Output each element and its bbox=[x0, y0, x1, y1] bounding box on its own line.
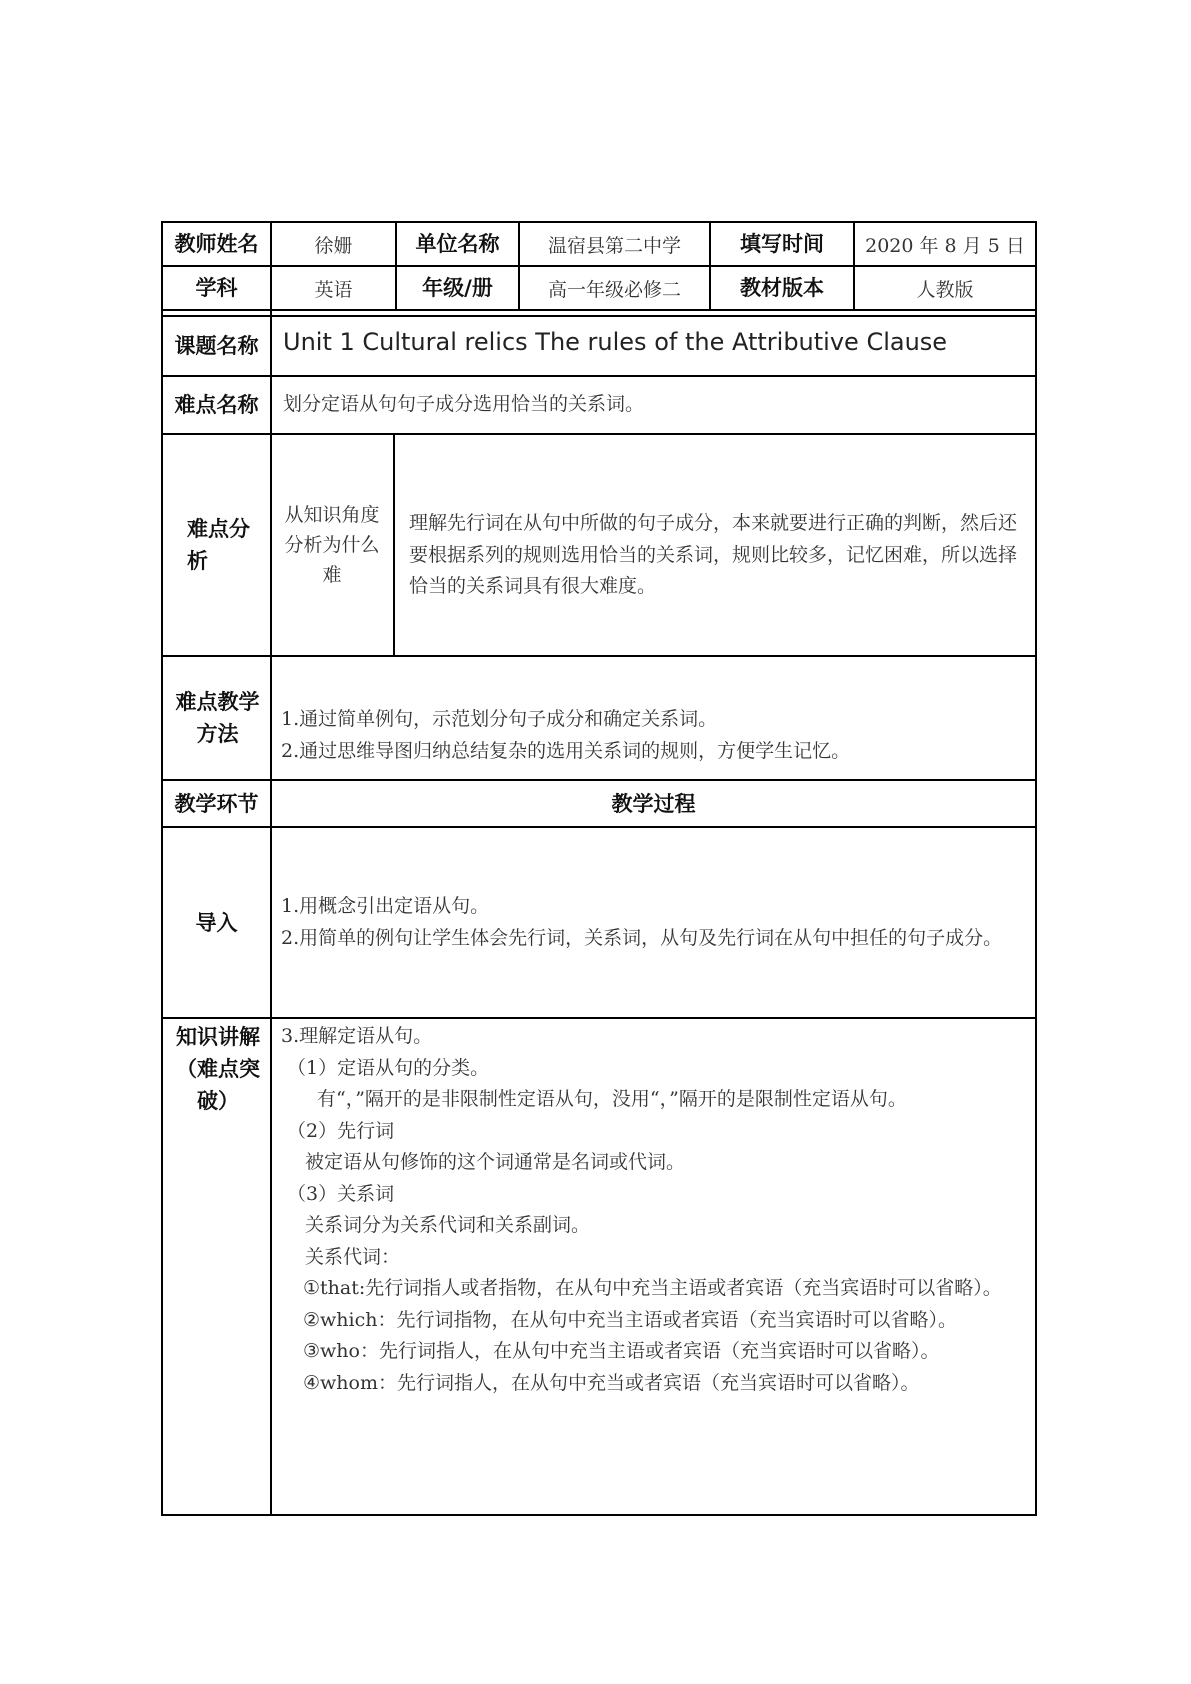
knowledge-line: ④whom：先行词指人，在从句中充当或者宾语（充当宾语时可以省略）。 bbox=[303, 1371, 920, 1394]
process-stage-label: 教学环节 bbox=[174, 791, 259, 816]
knowledge-line: （2）先行词 bbox=[287, 1119, 395, 1142]
intro-line: 1.用概念引出定语从句。 bbox=[281, 895, 490, 917]
knowledge-line: 被定语从句修饰的这个词通常是名词或代词。 bbox=[305, 1151, 686, 1173]
knowledge-line: ③who：先行词指人，在从句中充当主语或者宾语（充当宾语时可以省略）。 bbox=[303, 1340, 940, 1362]
col-divider bbox=[270, 223, 272, 1516]
method-line: 2.通过思维导图归纳总结复杂的选用关系词的规则，方便学生记忆。 bbox=[281, 739, 851, 762]
knowledge-label: 知识讲解（难点突破） bbox=[176, 1025, 260, 1113]
row-divider bbox=[163, 655, 1035, 657]
col-divider bbox=[393, 433, 395, 655]
row-divider bbox=[163, 1017, 1035, 1019]
knowledge-text bbox=[281, 1021, 1033, 1399]
fill-date-label: 填写时间 bbox=[740, 232, 824, 256]
method-text bbox=[281, 704, 1031, 767]
teacher-name-value: 徐姗 bbox=[314, 234, 353, 257]
analysis-sub-label: 从知识角度分析为什么难 bbox=[284, 504, 380, 586]
knowledge-line: （3）关系词 bbox=[287, 1182, 395, 1205]
method-line: 1.通过简单例句，示范划分句子成分和确定关系词。 bbox=[281, 708, 718, 730]
fill-date-value: 2020 年 8 月 5 日 bbox=[865, 234, 1025, 257]
grade-value: 高一年级必修二 bbox=[547, 278, 681, 301]
knowledge-line: ②which：先行词指物，在从句中充当主语或者宾语（充当宾语时可以省略）。 bbox=[303, 1308, 957, 1331]
process-content-label: 教学过程 bbox=[611, 791, 696, 816]
topic-label: 课题名称 bbox=[174, 334, 259, 358]
unit-name-value: 温宿县第二中学 bbox=[547, 234, 681, 257]
topic-value: Unit 1 Cultural relics The rules of the Attributive Clause bbox=[283, 328, 948, 356]
lesson-plan-table bbox=[161, 221, 1037, 1516]
difficulty-value: 划分定语从句句子成分选用恰当的关系词。 bbox=[283, 393, 645, 415]
difficulty-label: 难点名称 bbox=[174, 393, 259, 417]
row-divider bbox=[163, 315, 1035, 317]
row-divider bbox=[163, 309, 1035, 311]
knowledge-line: 有“，”隔开的是非限制性定语从句，没用“，”隔开的是限制性定语从句。 bbox=[317, 1088, 907, 1110]
grade-label: 年级/册 bbox=[422, 276, 493, 300]
edition-label: 教材版本 bbox=[740, 276, 824, 300]
subject-value: 英语 bbox=[314, 278, 353, 301]
intro-text bbox=[281, 891, 1033, 954]
teacher-name-label: 教师姓名 bbox=[174, 232, 259, 256]
unit-name-label: 单位名称 bbox=[415, 232, 500, 256]
analysis-label: 难点分析 bbox=[187, 517, 250, 573]
knowledge-line: 关系词分为关系代词和关系副词。 bbox=[305, 1214, 591, 1236]
knowledge-line: （1）定语从句的分类。 bbox=[287, 1056, 490, 1079]
intro-label: 导入 bbox=[195, 910, 238, 935]
knowledge-line: 关系代词： bbox=[305, 1245, 401, 1268]
analysis-text: 理解先行词在从句中所做的句子成分，本来就要进行正确的判断，然后还要根据系列的规则选用恰当的关系词，规则比较多，记忆困难，所以选择恰当的关系词具有很大难度。 bbox=[409, 512, 1018, 597]
subject-label: 学科 bbox=[195, 276, 238, 300]
row-divider bbox=[163, 826, 1035, 828]
edition-value: 人教版 bbox=[916, 278, 974, 301]
intro-line: 2.用简单的例句让学生体会先行词，关系词，从句及先行词在从句中担任的句子成分。 bbox=[281, 926, 1003, 949]
method-label: 难点教学方法 bbox=[175, 690, 260, 746]
knowledge-line: ①that:先行词指人或者指物，在从句中充当主语或者宾语（充当宾语时可以省略）。 bbox=[303, 1277, 1002, 1299]
row-divider bbox=[163, 375, 1035, 377]
knowledge-line: 3.理解定语从句。 bbox=[281, 1025, 433, 1047]
